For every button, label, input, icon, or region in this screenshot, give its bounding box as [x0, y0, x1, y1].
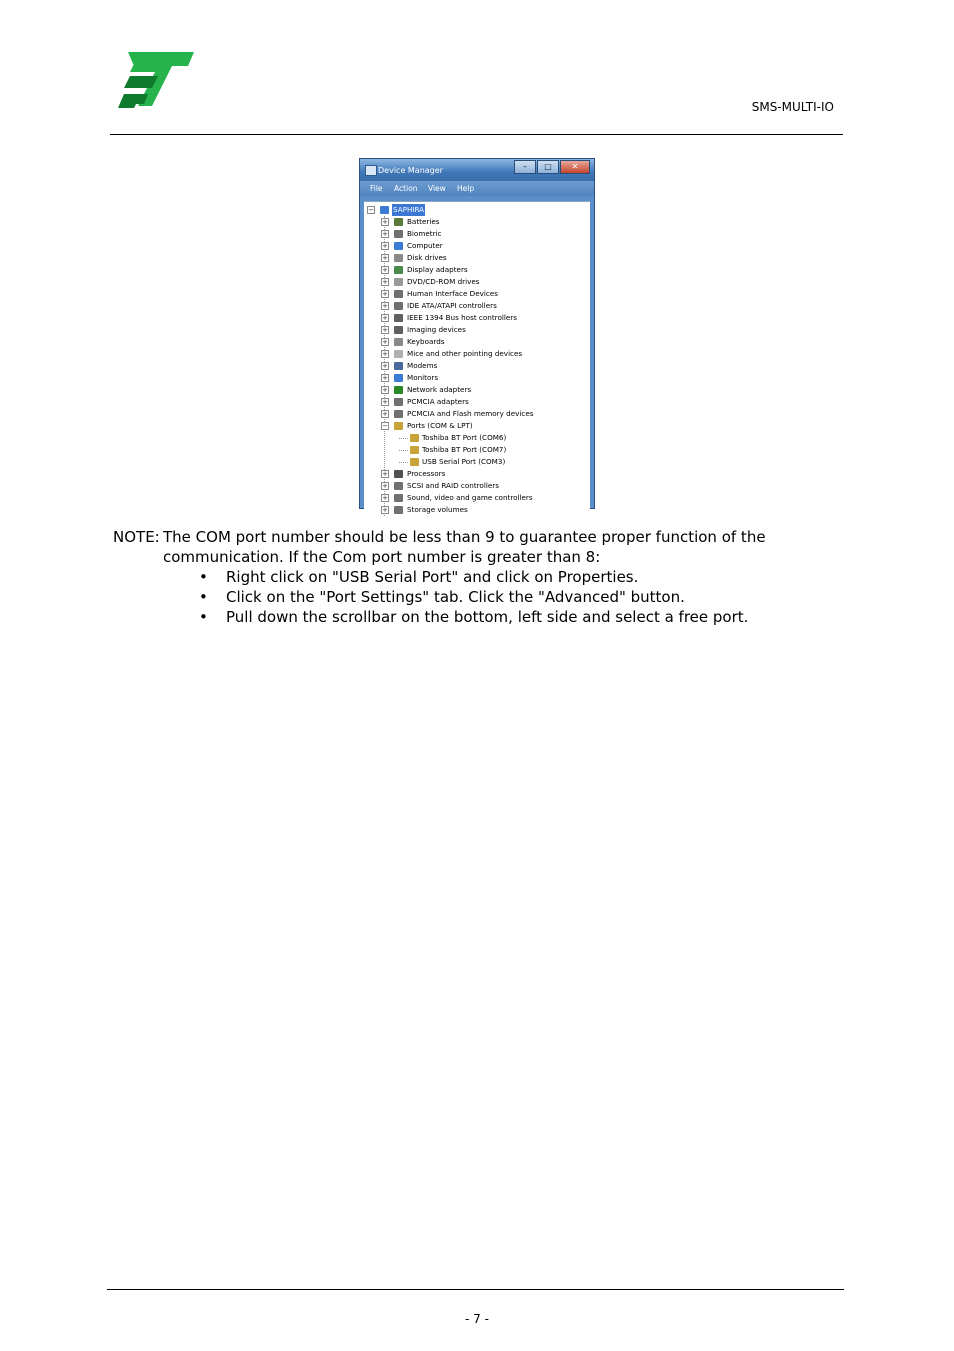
window-title: Device Manager [378, 166, 443, 175]
menu-file[interactable]: File [370, 184, 383, 193]
expand-toggle[interactable]: + [382, 290, 388, 298]
tree-node[interactable] [364, 396, 584, 408]
keyboard-icon [394, 338, 403, 346]
mouse-icon [394, 350, 403, 358]
port-node[interactable] [364, 432, 584, 444]
tree-node[interactable] [364, 384, 584, 396]
expand-toggle[interactable]: + [382, 218, 388, 226]
tree-node[interactable] [364, 408, 584, 420]
expand-toggle[interactable]: + [382, 410, 388, 418]
expand-toggle[interactable]: + [382, 230, 388, 238]
modem-icon [394, 362, 403, 370]
monitor-icon [394, 374, 403, 382]
tree-node-label: Keyboards [407, 337, 445, 346]
tree-node[interactable] [364, 264, 584, 276]
port-node[interactable] [364, 456, 584, 468]
computer-icon [394, 242, 403, 250]
tree-node[interactable] [364, 336, 584, 348]
flash-icon [394, 410, 403, 418]
port-node-label: USB Serial Port (COM3) [422, 457, 506, 466]
tree-node-label: Network adapters [407, 385, 472, 394]
tree-node[interactable] [364, 276, 584, 288]
menu-bar [360, 181, 594, 196]
pcmcia-icon [394, 398, 403, 406]
close-button[interactable]: ✕ [560, 160, 590, 174]
tree-node-label: Batteries [407, 217, 440, 226]
tree-node[interactable] [364, 288, 584, 300]
footer-rule [107, 1289, 844, 1290]
tree-node-label: Sound, video and game controllers [407, 493, 533, 502]
tree-node[interactable] [364, 300, 584, 312]
processor-icon [394, 470, 403, 478]
tree-node-label: Modems [407, 361, 438, 370]
collapse-toggle[interactable]: − [382, 422, 388, 430]
camera-icon [394, 326, 403, 334]
tree-node[interactable] [364, 504, 584, 516]
title-bar [360, 159, 594, 181]
tree-node[interactable] [364, 312, 584, 324]
computer-icon [380, 206, 389, 214]
tree-node[interactable] [364, 324, 584, 336]
note-text-line2: communication. If the Com port number is greater than 8: [163, 548, 601, 566]
scsi-icon [394, 482, 403, 490]
network-icon [394, 386, 403, 394]
note-text-line1: The COM port number should be less than 9 to guarantee proper function of the [163, 528, 766, 546]
battery-icon [394, 218, 403, 226]
device-manager-window [359, 158, 595, 514]
port-node-label: Toshiba BT Port (COM7) [422, 445, 507, 454]
expand-toggle[interactable]: + [382, 482, 388, 490]
expand-toggle[interactable]: + [382, 506, 388, 514]
tree-node-label: Mice and other pointing devices [407, 349, 523, 358]
tree-root[interactable] [364, 204, 584, 216]
port-icon [410, 458, 419, 466]
tree-node[interactable] [364, 252, 584, 264]
expand-toggle[interactable]: + [382, 494, 388, 502]
tree-node[interactable] [364, 240, 584, 252]
expand-toggle[interactable]: + [382, 278, 388, 286]
tree-connector [399, 438, 408, 439]
tree-node[interactable] [364, 228, 584, 240]
tree-node-label: PCMCIA and Flash memory devices [407, 409, 534, 418]
ide-icon [394, 302, 403, 310]
port-icon [394, 422, 403, 430]
menu-help[interactable]: Help [457, 184, 475, 193]
device-tree [364, 201, 590, 514]
tree-connector [399, 462, 408, 463]
tree-node-label: Disk drives [407, 253, 447, 262]
expand-toggle[interactable]: + [382, 386, 388, 394]
port-node[interactable] [364, 444, 584, 456]
tree-node-label: Imaging devices [407, 325, 466, 334]
expand-toggle[interactable]: + [382, 266, 388, 274]
tree-node[interactable] [364, 480, 584, 492]
expand-toggle[interactable]: + [382, 362, 388, 370]
expand-toggle[interactable]: + [382, 470, 388, 478]
display-icon [394, 266, 403, 274]
dvd-icon [394, 278, 403, 286]
page-number: - 7 - [465, 1312, 489, 1326]
expand-toggle[interactable]: + [382, 302, 388, 310]
tree-node[interactable] [364, 372, 584, 384]
tree-node[interactable] [364, 492, 584, 504]
expand-toggle[interactable]: + [382, 314, 388, 322]
tree-node-label: Ports (COM & LPT) [407, 421, 473, 430]
tree-node-label: IDE ATA/ATAPI controllers [407, 301, 497, 310]
expand-toggle[interactable]: + [382, 338, 388, 346]
tree-node-label: Processors [407, 469, 446, 478]
device-manager-icon [365, 165, 377, 176]
expand-toggle[interactable]: + [382, 398, 388, 406]
collapse-toggle[interactable]: − [368, 206, 374, 214]
tree-node-label: Display adapters [407, 265, 468, 274]
tree-root-label: SAPHIRA [393, 205, 425, 214]
expand-toggle[interactable]: + [382, 374, 388, 382]
storage-icon [394, 506, 403, 514]
minimize-button[interactable]: – [514, 160, 536, 174]
tree-node-label: PCMCIA adapters [407, 397, 469, 406]
expand-toggle[interactable]: + [382, 350, 388, 358]
header-rule [110, 134, 843, 135]
menu-action[interactable]: Action [394, 184, 418, 193]
ieee-icon [394, 314, 403, 322]
port-icon [410, 446, 419, 454]
company-logo [114, 48, 196, 112]
maximize-button[interactable]: □ [537, 160, 559, 174]
tree-node-label: Monitors [407, 373, 439, 382]
tree-node[interactable] [364, 420, 584, 432]
expand-toggle[interactable]: + [382, 242, 388, 250]
note-label: NOTE: [113, 528, 160, 546]
tree-node-label: Storage volumes [407, 505, 468, 514]
tree-connector [399, 450, 408, 451]
port-node-label: Toshiba BT Port (COM6) [422, 433, 507, 442]
tree-node[interactable] [364, 360, 584, 372]
tree-node-label: Biometric [407, 229, 442, 238]
tree-node-label: Computer [407, 241, 443, 250]
document-code: SMS-MULTI-IO [751, 100, 834, 114]
menu-view[interactable]: View [428, 184, 446, 193]
tree-node[interactable] [364, 468, 584, 480]
biometric-icon [394, 230, 403, 238]
disk-icon [394, 254, 403, 262]
tree-node-label: IEEE 1394 Bus host controllers [407, 313, 517, 322]
expand-toggle[interactable]: + [382, 254, 388, 262]
sound-icon [394, 494, 403, 502]
expand-toggle[interactable]: + [382, 326, 388, 334]
tree-node-label: Human Interface Devices [407, 289, 498, 298]
tree-node-label: SCSI and RAID controllers [407, 481, 499, 490]
tree-node-label: DVD/CD-ROM drives [407, 277, 480, 286]
tree-node[interactable] [364, 348, 584, 360]
hid-icon [394, 290, 403, 298]
tree-node[interactable] [364, 216, 584, 228]
port-icon [410, 434, 419, 442]
